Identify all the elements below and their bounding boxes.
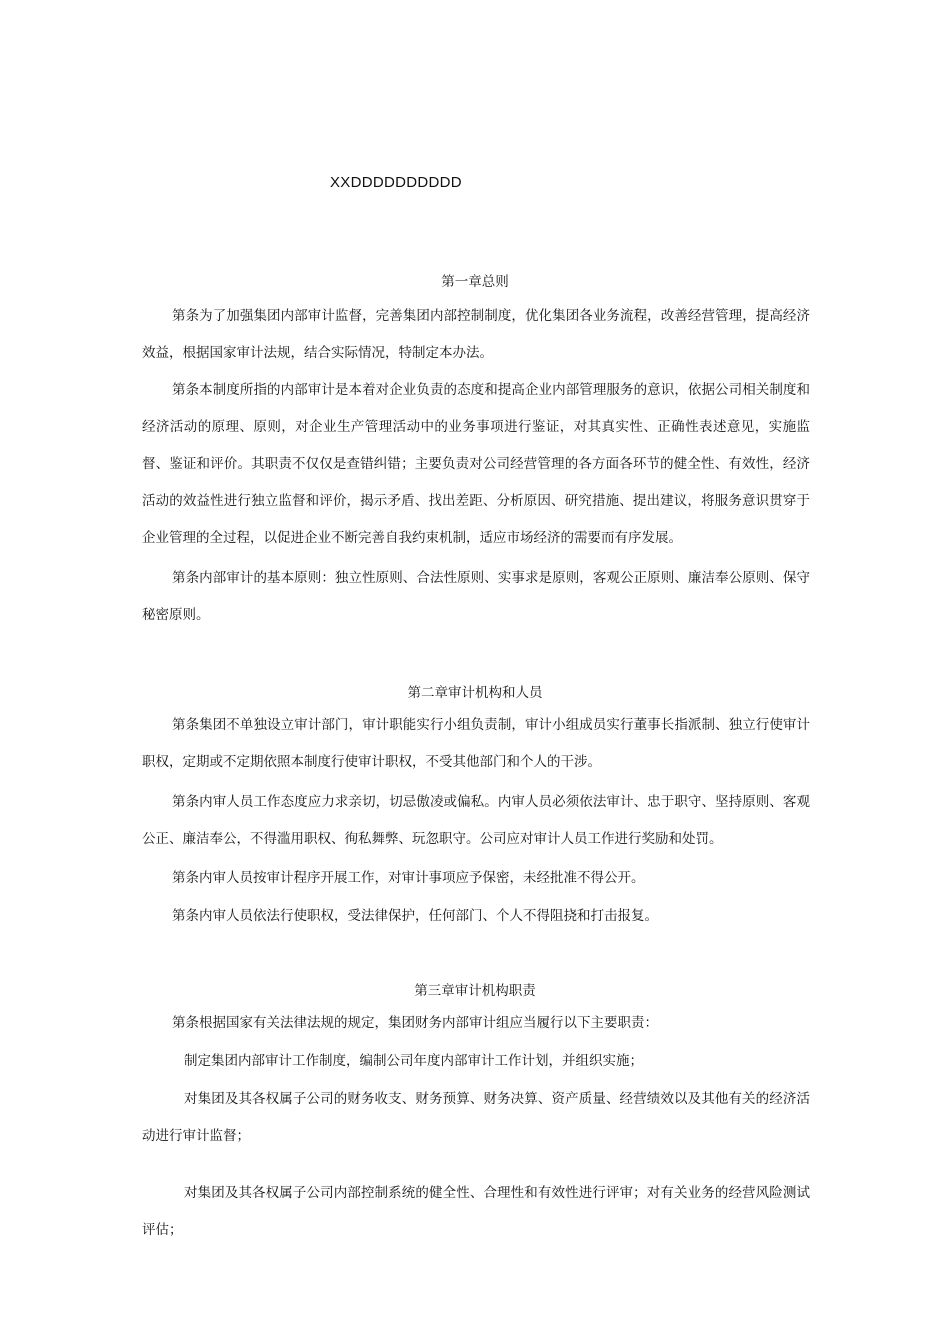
chapter-heading: 第一章总则 [441, 274, 509, 290]
article-paragraph: 第条为了加强集团内部审计监督，完善集团内部控制制度，优化集团各业务流程，改善经营管理，提高经济效益，根据国家审计法规，结合实际情况，特制定本办法。 [142, 308, 810, 361]
article-paragraph: 第条内部审计的基本原则：独立性原则、合法性原则、实事求是原则，客观公正原则、廉洁奉公原则、保守秘密原则。 [142, 570, 810, 623]
article-paragraph: 第条内审人员工作态度应力求亲切，切忌傲凌或偏私。内审人员必须依法审计、忠于职守、坚持原则、客观公正、廉洁奉公，不得滥用职权、徇私舞弊、玩忽职守。公司应对审计人员工作进行奖励和处罚。 [142, 794, 810, 847]
chapter-heading: 第二章审计机构和人员 [407, 685, 543, 701]
article-paragraph: 第条本制度所指的内部审计是本着对企业负责的态度和提高企业内部管理服务的意识，依据公司相关制度和经济活动的原理、原则，对企业生产管理活动中的业务事项进行鉴证，对其真实性、正确性表述意见，实施监督、鉴证和评价。其职责不仅仅是查错纠错；主要负责对公司经营管理的各方面各环节的健全性、有效性，经济活动的效益性进行独立监督和评价，揭示矛盾、找出差距、分析原因、研究措施、提出建议，将服务意识贯穿于企业管理的全过程，以促进企业不断完善自我约束机制，适应市场经济的需要而有序发展。 [142, 382, 810, 546]
article-paragraph: 第条根据国家有关法律法规的规定，集团财务内部审计组应当履行以下主要职责： [172, 1015, 658, 1031]
duty-item: 制定集团内部审计工作制度，编制公司年度内部审计工作计划，并组织实施； [184, 1053, 643, 1069]
article-paragraph: 第条内审人员按审计程序开展工作，对审计事项应予保密，未经批准不得公开。 [172, 870, 645, 886]
article-paragraph: 第条内审人员依法行使职权，受法律保护，任何部门、个人不得阻挠和打击报复。 [172, 908, 658, 924]
document-title: XXDDDDDDDDDD [330, 174, 462, 191]
chapter-heading: 第三章审计机构职责 [414, 983, 536, 999]
duty-item: 对集团及其各权属子公司的财务收支、财务预算、财务决算、资产质量、经营绩效以及其他有关的经济活动进行审计监督； [142, 1091, 810, 1144]
duty-item: 对集团及其各权属子公司内部控制系统的健全性、合理性和有效性进行评审；对有关业务的经营风险测试评估； [142, 1185, 810, 1238]
article-paragraph: 第条集团不单独设立审计部门，审计职能实行小组负责制，审计小组成员实行董事长指派制、独立行使审计职权，定期或不定期依照本制度行使审计职权，不受其他部门和个人的干涉。 [142, 717, 810, 770]
